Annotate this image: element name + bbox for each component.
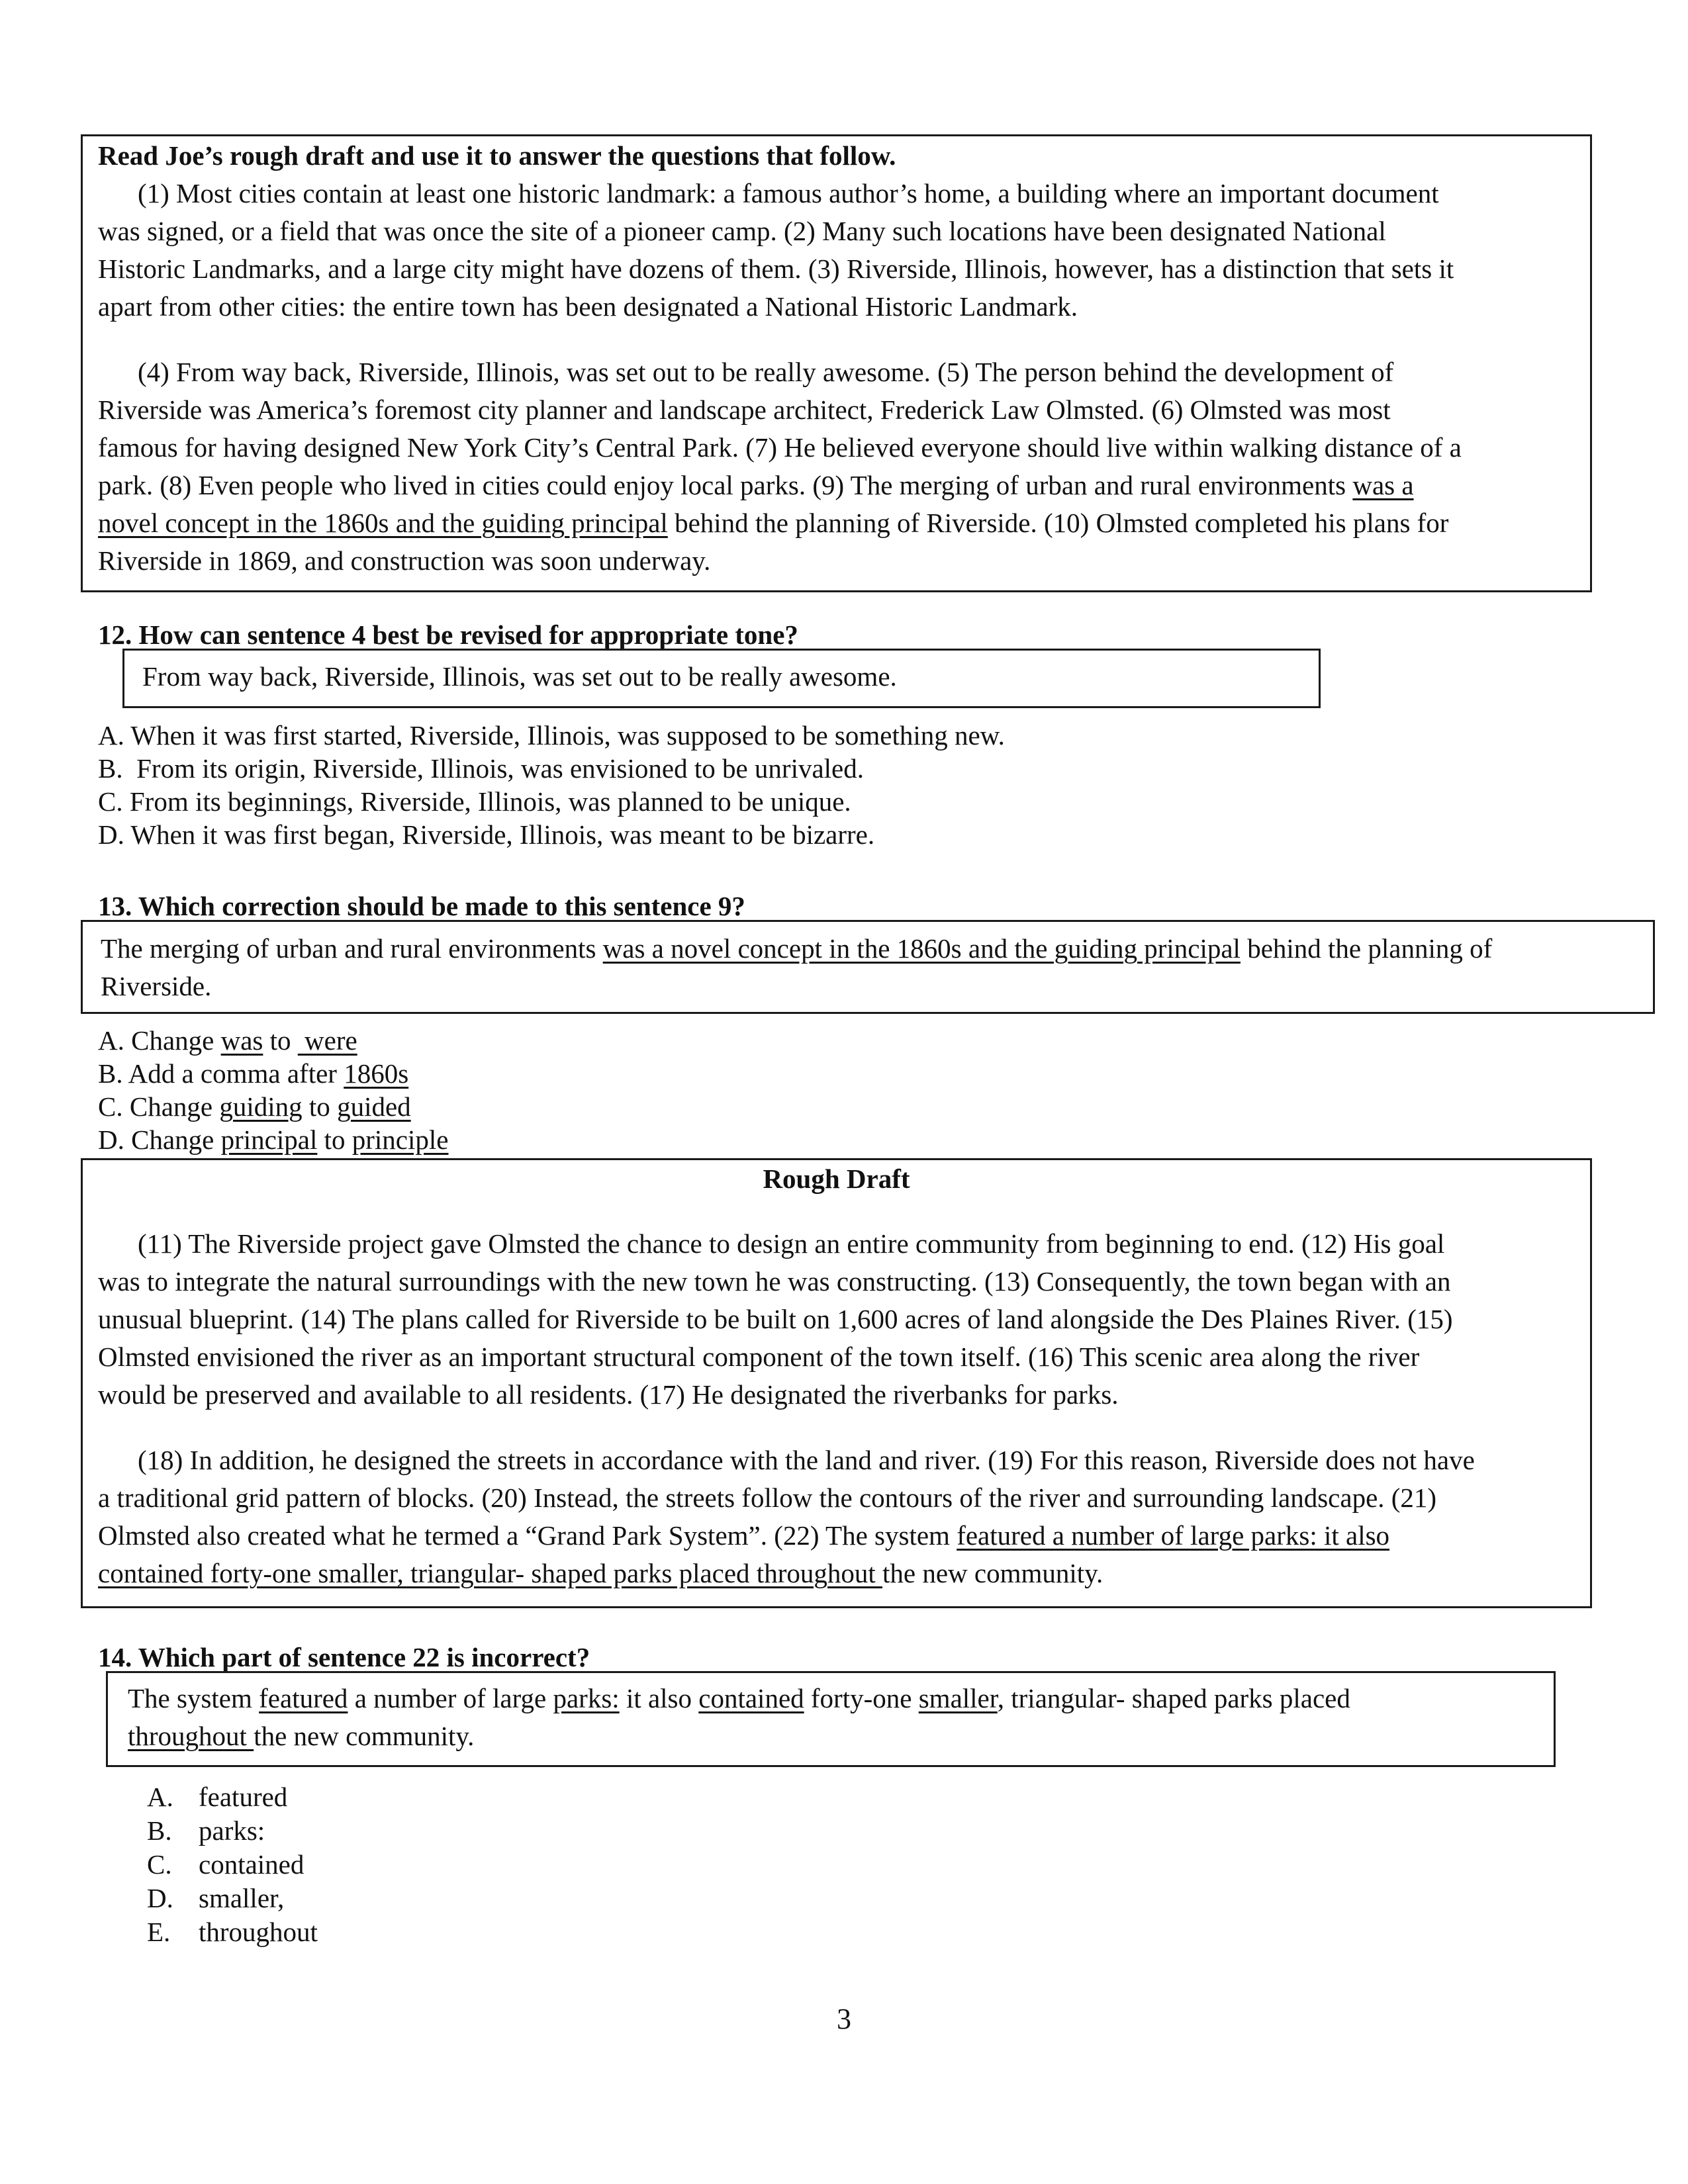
q14-quoted-line — [128, 1717, 474, 1755]
underlined-text: featured a number of large parks: it also — [957, 1520, 1390, 1551]
question-12: 12. How can sentence 4 best be revised for appropriate tone? — [98, 619, 798, 650]
option-mid: to — [263, 1025, 298, 1056]
quoted-text: it also — [619, 1683, 699, 1713]
q14-quoted-line — [128, 1679, 1350, 1717]
quoted-text: The system — [128, 1683, 259, 1713]
draft-line — [98, 1516, 1389, 1555]
quoted-text: the new community. — [254, 1721, 475, 1751]
option-mid: to — [302, 1091, 338, 1122]
underlined-text: novel concept in the 1860s and the guiding principal — [98, 508, 668, 538]
passage-line: apart from other cities: the entire town has been designated a National Historic Landmark. — [98, 291, 1078, 322]
q14-option-d[interactable] — [147, 1879, 284, 1917]
rough-draft-title: Rough Draft — [763, 1163, 910, 1194]
underlined-text: was a novel concept in the 1860s and the guiding principal — [602, 933, 1241, 964]
option-text: When it was first started, Riverside, Illinois, was supposed to be something new. — [130, 720, 1005, 751]
option-text: From its beginnings, Riverside, Illinois, was planned to be unique. — [129, 786, 851, 817]
passage-line: Riverside in 1869, and construction was soon underway. — [98, 545, 711, 576]
underlined-word: principal — [220, 1124, 318, 1155]
q13-option-d[interactable] — [98, 1120, 448, 1159]
quoted-text: behind the planning of — [1240, 933, 1493, 964]
draft-text: Olmsted also created what he termed a “Grand Park System”. (22) The system — [98, 1520, 957, 1551]
passage-line: (4) From way back, Riverside, Illinois, was set out to be really awesome. (5) The person behind the development of — [138, 357, 1394, 387]
option-letter: D. — [98, 819, 124, 850]
question-13: 13. Which correction should be made to this sentence 9? — [98, 891, 745, 921]
option-pre: Change — [129, 1091, 220, 1122]
underlined-text: was a — [1352, 470, 1414, 500]
passage-line: famous for having designed New York City’s Central Park. (7) He believed everyone should live within walking distance of a — [98, 432, 1462, 463]
q14-option-c[interactable] — [147, 1845, 304, 1884]
underlined-text: contained forty-one smaller, triangular- shaped parks placed throughout — [98, 1558, 882, 1588]
option-letter: E. — [147, 1917, 171, 1947]
underlined-word: smaller — [918, 1683, 998, 1713]
draft-line: Olmsted envisioned the river as an important structural component of the town itself. (16) This scenic area along the river — [98, 1342, 1420, 1372]
underlined-word: parks: — [553, 1683, 620, 1713]
quoted-text: a number of large — [348, 1683, 553, 1713]
draft-text: the new community. — [882, 1558, 1103, 1588]
passage-instruction: Read Joe’s rough draft and use it to answer the questions that follow. — [98, 140, 896, 171]
option-letter: C. — [147, 1849, 172, 1880]
underlined-word: principle — [352, 1124, 449, 1155]
option-letter: C. — [98, 786, 123, 817]
passage-line — [98, 466, 1414, 504]
option-mid: to — [317, 1124, 352, 1155]
draft-line: unusual blueprint. (14) The plans called for Riverside to be built on 1,600 acres of land alongside the Des Plaines River. (15) — [98, 1304, 1453, 1334]
passage-line: (1) Most cities contain at least one historic landmark: a famous author’s home, a building where an important document — [138, 178, 1439, 208]
option-letter: A. — [147, 1782, 173, 1812]
underlined-word: 1860s — [344, 1058, 409, 1089]
option-pre: Change — [131, 1025, 221, 1056]
option-letter: B. — [98, 753, 123, 784]
passage-line: was signed, or a field that was once the site of a pioneer camp. (2) Many such locations have been designated National — [98, 216, 1386, 246]
option-letter: A. — [98, 720, 124, 751]
option-text: smaller, — [199, 1883, 285, 1913]
draft-line: was to integrate the natural surroundings with the new town he was constructing. (13) Consequently, the town began with an — [98, 1266, 1451, 1297]
option-text: When it was first began, Riverside, Illinois, was meant to be bizarre. — [130, 819, 875, 850]
quoted-text: forty-one — [804, 1683, 919, 1713]
draft-line — [98, 1554, 1103, 1592]
option-letter: B. — [147, 1815, 172, 1846]
q14-option-b[interactable] — [147, 1811, 265, 1850]
option-text: throughout — [199, 1917, 318, 1947]
option-letter: A. — [98, 1025, 124, 1056]
quoted-text: , triangular- shaped parks placed — [997, 1683, 1350, 1713]
underlined-word: were — [297, 1025, 357, 1056]
quoted-text: The merging of urban and rural environments — [101, 933, 603, 964]
option-letter: D. — [98, 1124, 124, 1155]
option-text: From its origin, Riverside, Illinois, was envisioned to be unrivaled. — [129, 753, 865, 784]
q13-quoted-line — [101, 929, 1492, 968]
passage-line — [98, 504, 1448, 542]
option-letter: C. — [98, 1091, 123, 1122]
q12-quoted-sentence: From way back, Riverside, Illinois, was set out to be really awesome. — [142, 661, 897, 692]
option-text: parks: — [199, 1815, 265, 1846]
option-text: contained — [199, 1849, 305, 1880]
q14-option-e[interactable] — [147, 1913, 318, 1951]
underlined-word: guided — [337, 1091, 411, 1122]
draft-line: (11) The Riverside project gave Olmsted the chance to design an entire community from beginning to end. (12) His goal — [138, 1228, 1445, 1259]
draft-line: (18) In addition, he designed the streets in accordance with the land and river. (19) For this reason, Riverside does not have — [138, 1445, 1475, 1475]
underlined-word: featured — [259, 1683, 348, 1713]
passage-line: Riverside was America’s foremost city planner and landscape architect, Frederick Law Olmsted. (6) Olmsted was most — [98, 394, 1391, 425]
option-pre: Change — [131, 1124, 221, 1155]
passage-text: park. (8) Even people who lived in cities could enjoy local parks. (9) The merging of urban and rural environments — [98, 470, 1353, 500]
option-letter: B. — [98, 1058, 123, 1089]
underlined-word: contained — [698, 1683, 804, 1713]
question-14: 14. Which part of sentence 22 is incorrect? — [98, 1642, 590, 1672]
option-pre: Add a comma after — [128, 1058, 344, 1089]
option-letter: D. — [147, 1883, 173, 1913]
underlined-word: throughout — [128, 1721, 254, 1751]
page-number: 3 — [837, 2003, 851, 2035]
q14-option-a[interactable] — [147, 1778, 287, 1816]
q13-quoted-line: Riverside. — [101, 971, 212, 1001]
passage-line: Historic Landmarks, and a large city might have dozens of them. (3) Riverside, Illinois, however, has a distinction that sets it — [98, 253, 1454, 284]
draft-line: would be preserved and available to all residents. (17) He designated the riverbanks for parks. — [98, 1379, 1119, 1410]
passage-text: behind the planning of Riverside. (10) Olmsted completed his plans for — [667, 508, 1449, 538]
draft-line: a traditional grid pattern of blocks. (20) Instead, the streets follow the contours of the river and surrounding landscape. (21) — [98, 1482, 1437, 1513]
underlined-word: guiding — [219, 1091, 303, 1122]
q12-option-d[interactable] — [98, 815, 874, 854]
underlined-word: was — [220, 1025, 263, 1056]
option-text: featured — [199, 1782, 288, 1812]
